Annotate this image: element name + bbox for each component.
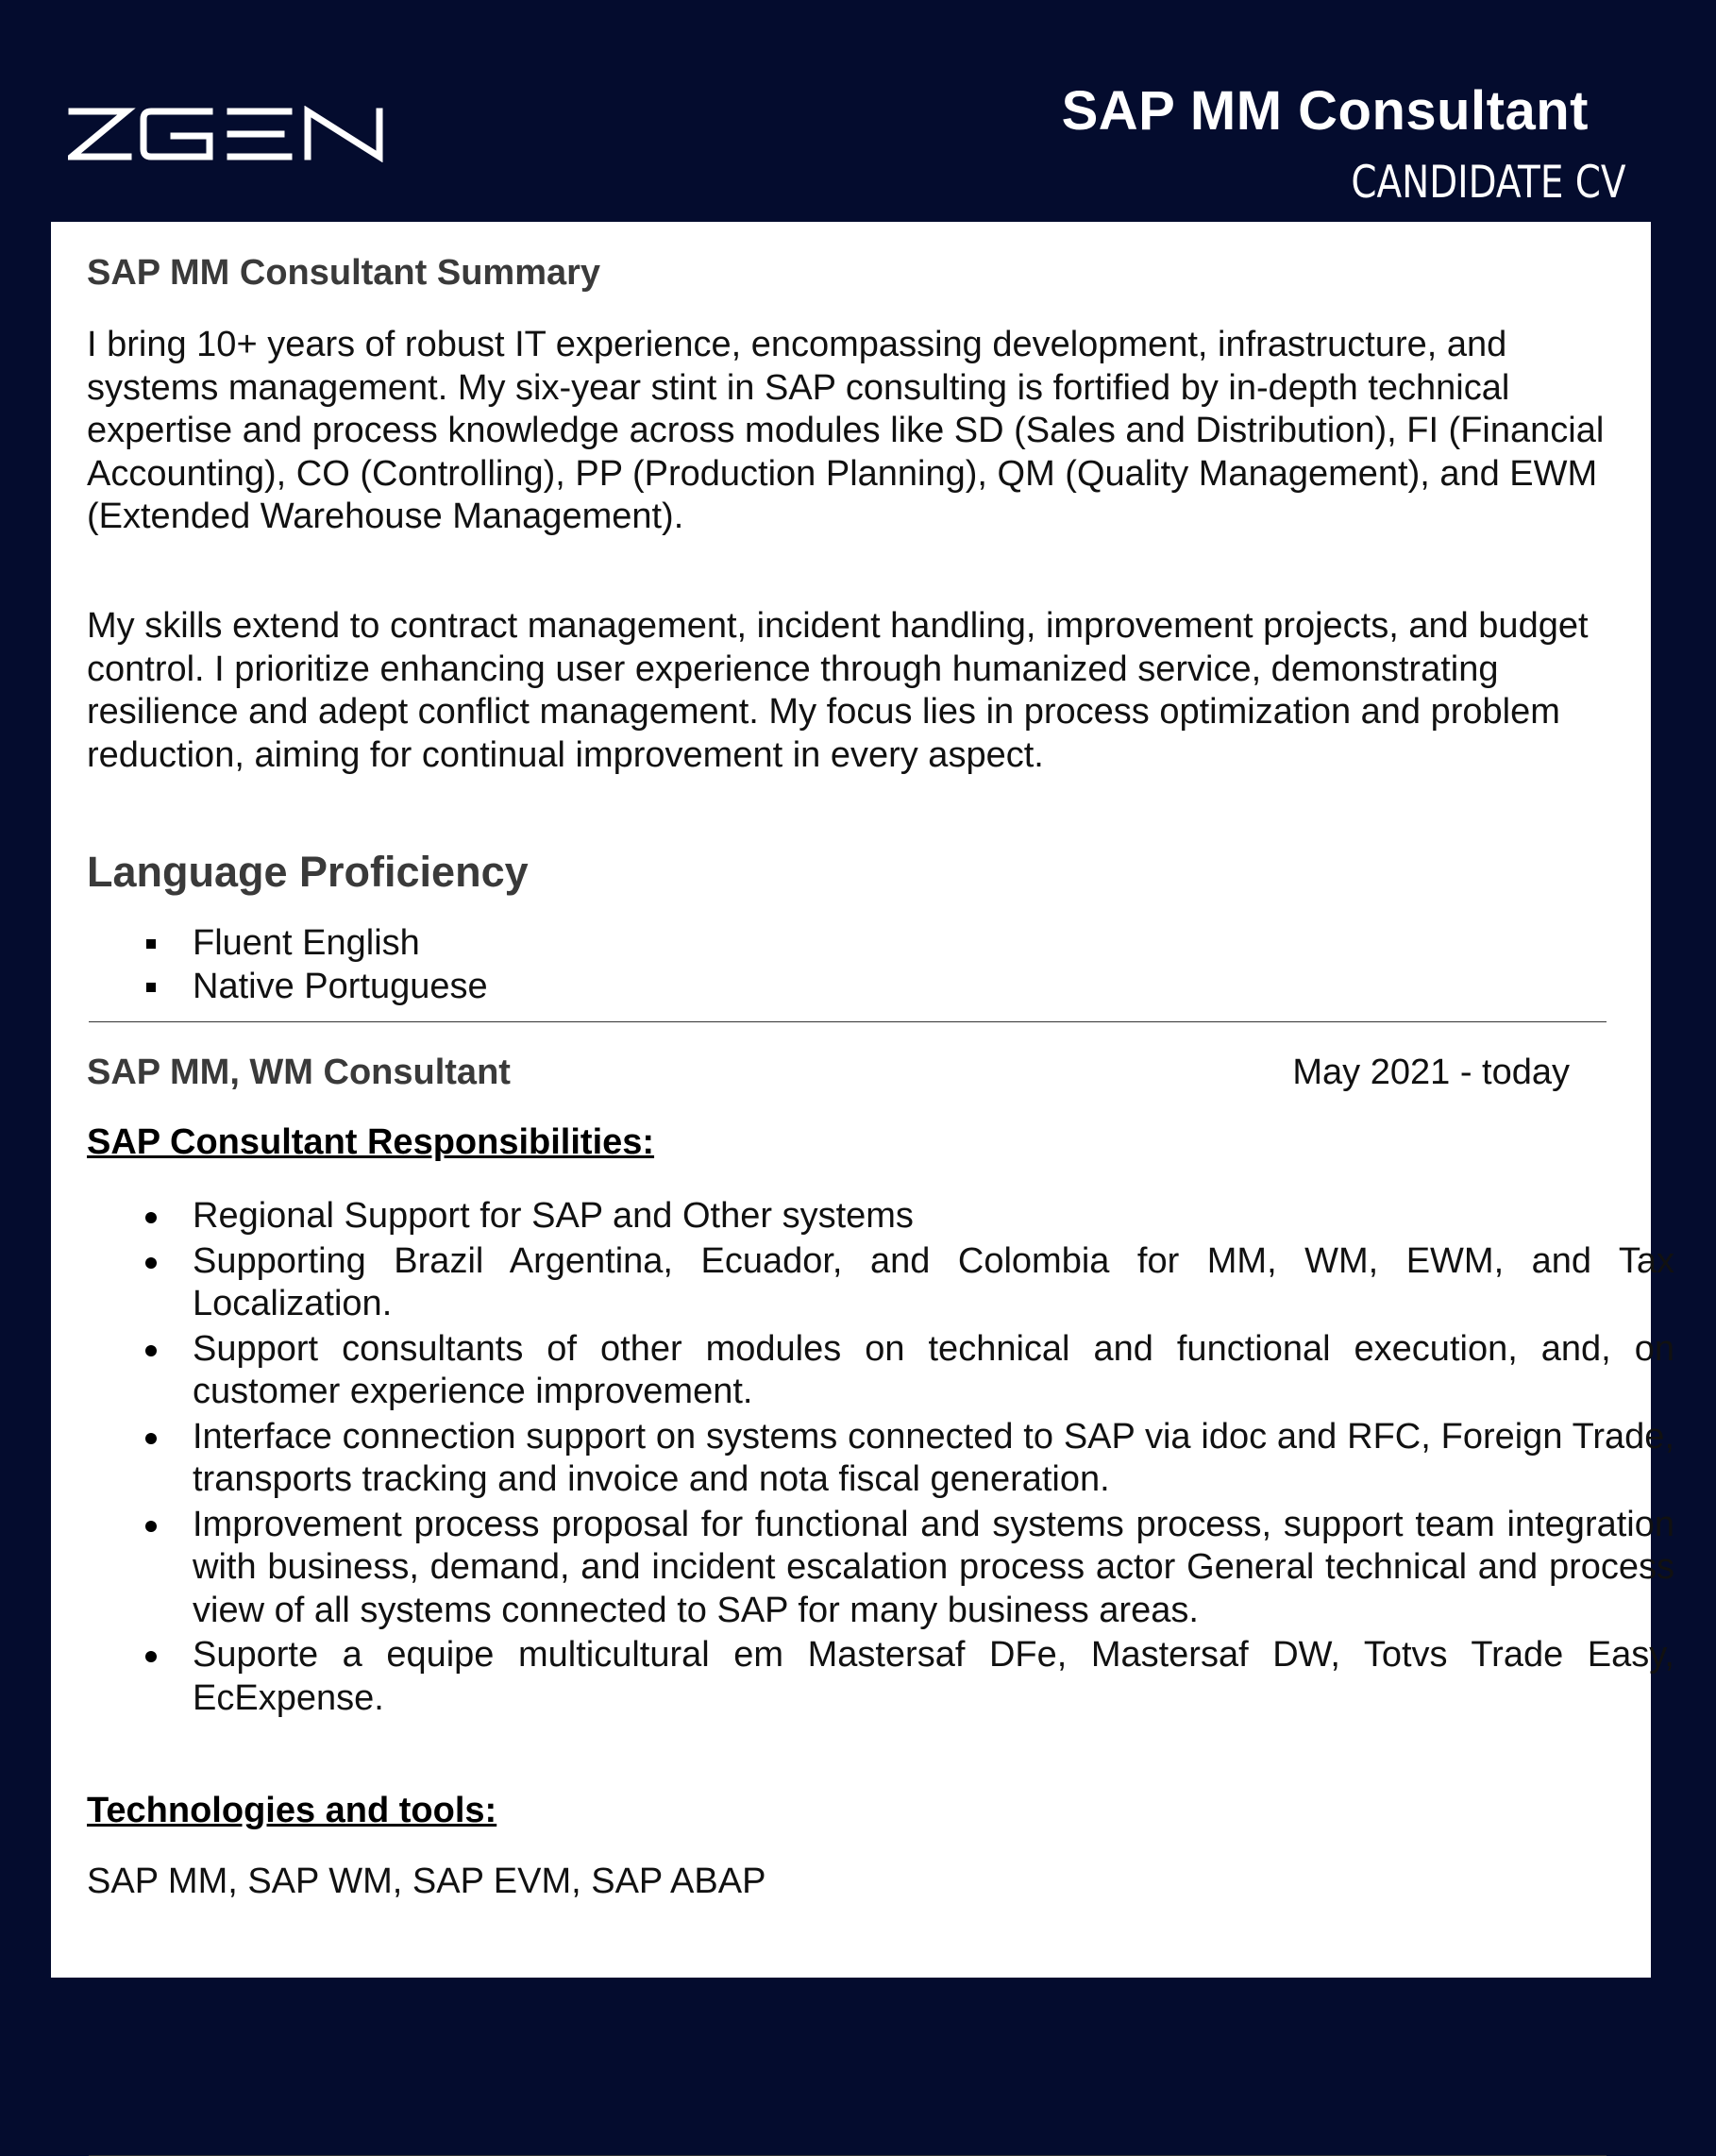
bullet-icon	[145, 1212, 157, 1223]
cv-subtitle: CANDIDATE CV	[1351, 157, 1626, 209]
summary-paragraph: I bring 10+ years of robust IT experience, encompassing development, infrastructure, and systems management. My six-year stint in SAP consulting is fortified by in-depth technical expertise and process knowledge across modules like SD (Sales and Distribution), FI (Financial Accounting), CO (Controlling), PP (Production Planning), QM (Quality Management), and EWM (Extended Warehouse Management).	[87, 325, 1605, 536]
square-bullet-icon	[146, 939, 156, 949]
list-item: Regional Support for SAP and Other systems	[193, 1195, 1674, 1238]
list-item: Interface connection support on systems connected to SAP via idoc and RFC, Foreign Trade, transports tracking and invoice and nota fiscal generation.	[193, 1416, 1674, 1502]
cv-page	[51, 222, 1674, 1978]
bullet-icon	[145, 1257, 157, 1269]
tools-heading: Technologies and tools:	[87, 1791, 497, 1830]
list-item: Fluent English	[193, 922, 488, 966]
list-item: Native Portuguese	[193, 966, 488, 1009]
bullet-icon	[145, 1433, 157, 1444]
list-item: Improvement process proposal for functional and systems process, support team integration with business, demand, and incident escalation process actor General technical and process view of all systems connected to SAP for many business areas.	[193, 1504, 1674, 1633]
section-divider	[89, 1021, 1607, 1022]
company-logo	[68, 106, 385, 162]
summary-heading: SAP MM Consultant Summary	[87, 253, 601, 293]
square-bullet-icon	[146, 983, 156, 992]
bullet-icon	[145, 1521, 157, 1532]
bullet-icon	[145, 1345, 157, 1356]
cv-role-title: SAP MM Consultant	[1061, 80, 1589, 142]
page-header	[0, 0, 1716, 222]
list-item: Supporting Brazil Argentina, Ecuador, and Colombia for MM, WM, EWM, and Tax Localization.	[193, 1240, 1674, 1326]
language-heading: Language Proficiency	[87, 848, 529, 896]
list-item: Support consultants of other modules on technical and functional execution, and, on customer experience improvement.	[193, 1328, 1674, 1414]
language-list	[193, 922, 488, 1008]
responsibilities-heading: SAP Consultant Responsibilities:	[87, 1122, 655, 1162]
list-item: Suporte a equipe multicultural em Mastersaf DFe, Mastersaf DW, Totvs Trade Easy, EcExpense.	[193, 1634, 1674, 1720]
bullet-icon	[145, 1651, 157, 1662]
summary-paragraph: My skills extend to contract management, incident handling, improvement projects, and budget control. I prioritize enhancing user experience through humanized service, demonstrating resilience and adept conflict management. My focus lies in process optimization and problem reduction, aiming for continual improvement in every aspect.	[87, 606, 1589, 775]
tools-list: SAP MM, SAP WM, SAP EVM, SAP ABAP	[87, 1861, 766, 1901]
responsibilities-list	[193, 1195, 1674, 1722]
job-dates: May 2021 - today	[1292, 1053, 1570, 1092]
job-title: SAP MM, WM Consultant	[87, 1053, 511, 1092]
